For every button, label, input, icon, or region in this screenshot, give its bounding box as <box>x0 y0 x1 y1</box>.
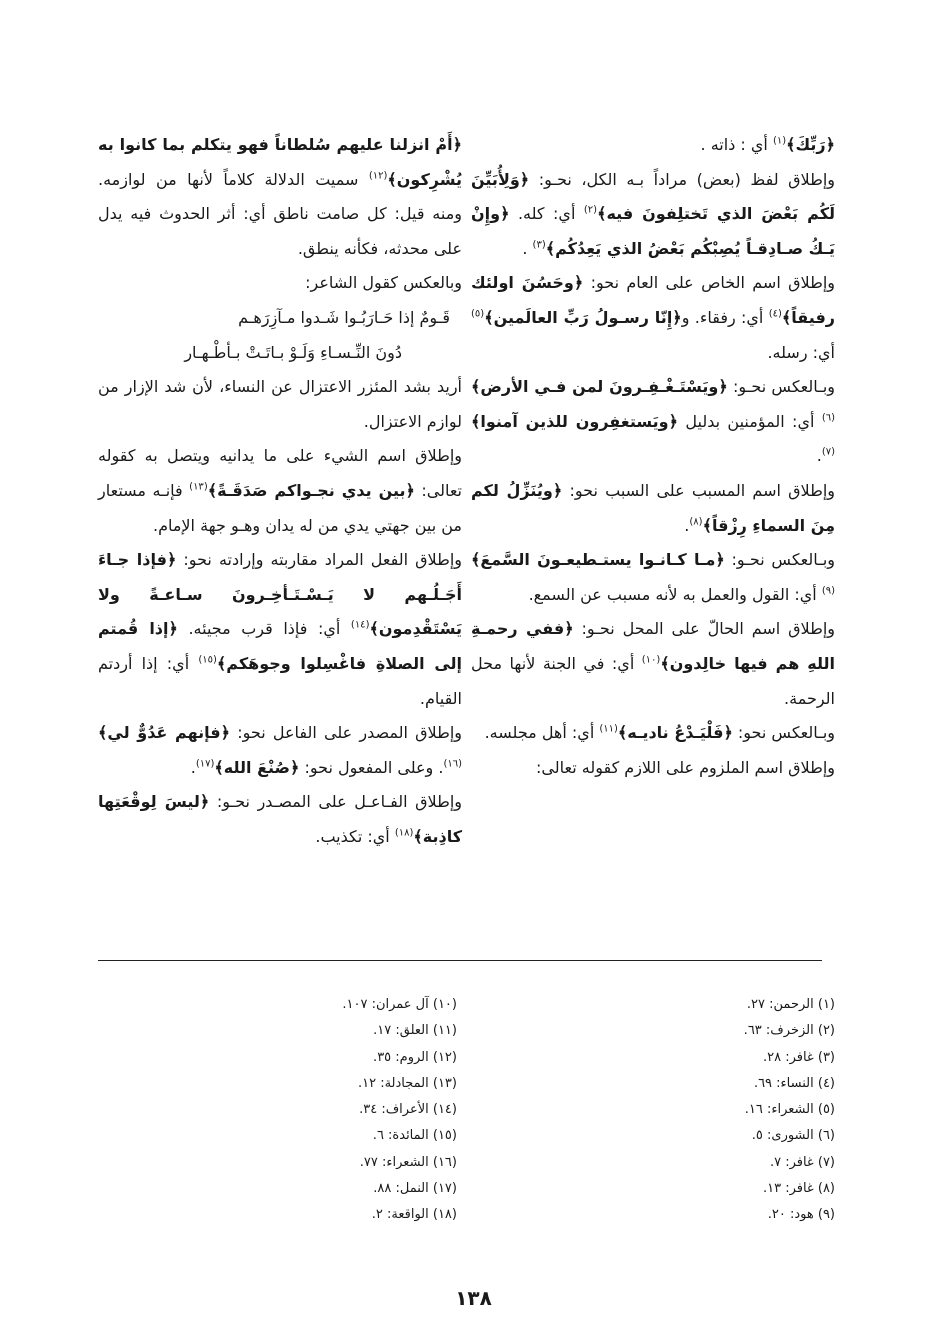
footnote-item: (٩) هود: ٢٠. <box>767 1207 835 1223</box>
body-text: . وعلى المفعول نحو: <box>299 757 444 777</box>
page-number: ١٣٨ <box>455 1286 492 1310</box>
body-text: . <box>684 515 690 535</box>
footnote-item: (٤) النساء: ٦٩. <box>753 1075 835 1091</box>
paragraph <box>98 439 462 543</box>
footnote-ref: (١٣) <box>189 481 208 493</box>
paragraph <box>471 543 835 612</box>
paragraph <box>471 474 835 543</box>
paragraph <box>98 543 462 716</box>
footnote-ref: (١٧) <box>195 758 215 770</box>
verse-line: دُونَ النِّـسـاءِ وَلَـوْ بـاتَـتْ بـأطْـهـار <box>184 342 402 362</box>
body-text: وإطلاق الفـاعـل على المصـدر نحـو: <box>209 792 463 812</box>
footnote-item: (٧) غافر: ٧. <box>769 1154 835 1170</box>
paragraph <box>471 716 835 751</box>
footnote-ref: (٩) <box>821 585 835 597</box>
body-text: وإطلاق اسم الملزوم على اللازم كقوله تعالى: <box>536 757 835 777</box>
body-text: أي: تكذيب. <box>315 826 395 846</box>
quran-quote: ﴿وحَسُنَ اولئك رفيقاً﴾ <box>471 273 836 327</box>
body-text: فإنـه مستعار من بين جهتي يدي من له يدان وهـو جهة الإمام. <box>98 480 462 535</box>
quran-quote: ﴿فإذا جـاءَ أَجَـلُـهم لا يَـسْـتَـأخِـرونَ سـاعـةً ولا يَسْتَقْدِمون﴾ <box>98 550 463 639</box>
body-text: وإطلاق المصدر على الفاعل نحو: <box>230 723 463 743</box>
body-text: أي: في الجنة لأنها محل الرحمة. <box>471 653 835 708</box>
paragraph <box>98 716 462 785</box>
quran-quote: ﴿ويَسْتَـغْـفِـرونَ لمن فـي الأرض﴾ <box>471 377 728 397</box>
footnote-ref: (٧) <box>821 447 835 459</box>
body-text: وإطلاق اسم الخاص على العام نحو: <box>583 273 836 293</box>
footnote-item: (١٢) الروم: ٣٥. <box>373 1049 457 1065</box>
paragraph <box>471 370 835 474</box>
body-text: أي: كله. <box>509 204 584 224</box>
quran-quote: ﴿وإِنْ يَـكُ صـادِقـاً يُصِبْكُم بَعْضُ الذي يَعِدُكُم﴾ <box>471 204 835 258</box>
footnote-ref: (٨) <box>689 516 703 528</box>
body-text: أي: فإذا قرب مجيئه. <box>177 619 351 639</box>
footnote-ref: (١) <box>772 135 787 147</box>
footnote-item: (١٥) المائدة: ٦. <box>372 1128 457 1144</box>
body-text: وبالعكس كقول الشاعر: <box>305 273 462 293</box>
quran-quote: ﴿وَلِأُبَيِّنَ لَكُم بَعْضَ الذي تَختلِفونَ فيه﴾ <box>471 169 835 224</box>
body-text: أريد بشد المئزر الاعتزال عن النساء، لأن شد الإزار من لوازم الاعتزال. <box>98 377 462 431</box>
quran-quote: ﴿بين يدي نجـواكم صَدَقَـةً﴾ <box>207 480 415 500</box>
body-text: أي: رسله. <box>767 342 835 362</box>
paragraph <box>471 266 835 370</box>
footnote-ref: (١٤) <box>350 619 370 631</box>
body-text: . <box>190 757 196 777</box>
quran-quote: ﴿ليسَ لِوقْعَتِها كاذِبة﴾ <box>98 792 462 846</box>
footnote-item: (٢) الزخرف: ٦٣. <box>743 1023 835 1039</box>
body-text: أي: القول والعمل به لأنه مسبب عن السمع. <box>528 584 822 604</box>
footnote-ref: (٣) <box>532 239 546 251</box>
quran-quote: ﴿فَلْيَـدْعُ ناديـه﴾ <box>617 723 733 743</box>
body-text: . <box>522 238 533 258</box>
body-text: أي: رفقاء. و <box>681 307 769 327</box>
body-text: . <box>816 446 822 466</box>
body-text: وإطلاق اسم المسبب على السبب نحو: <box>562 480 836 500</box>
footnote-ref: (١١) <box>599 723 618 735</box>
paragraph <box>471 128 835 163</box>
quran-quote: ﴿إذا قُمتم إلى الصلاةِ فاغْسِلوا وجوهَكم﴾ <box>98 619 463 673</box>
body-text: وإطلاق اسم الشيء على ما يدانيه ويتصل به كقوله تعالى: <box>98 446 462 500</box>
footnote-item: (٣) غافر: ٢٨. <box>762 1049 835 1065</box>
body-text: وإطلاق الفعل المراد مقاربته وإرادته نحو: <box>176 550 463 570</box>
body-text: أي: المؤمنين بدليل <box>677 411 822 431</box>
body-text: وبـالعكس نحو: <box>732 723 835 743</box>
footnote-ref: (١٠) <box>641 654 661 666</box>
body-text: أي: إذا أردتم القيام. <box>98 653 462 708</box>
quran-quote: ﴿ففي رحمـةِ اللهِ هم فيها خالِدون﴾ <box>471 619 836 673</box>
body-text: وبـالعكس نحـو: <box>724 550 835 570</box>
left-text-column <box>98 128 462 854</box>
footnote-ref: (٦) <box>821 412 835 424</box>
body-text: أي: أهل مجلسه. <box>484 723 600 743</box>
quran-quote: ﴿ويَستغفِرون للذين آمنوا﴾ <box>471 411 678 431</box>
footnote-item: (١٦) الشعراء: ٧٧. <box>359 1154 457 1170</box>
footnote-item: (٦) الشورى: ٥. <box>751 1128 835 1144</box>
footnote-ref: (١٨) <box>394 827 414 839</box>
body-text: وإطلاق لفظ (بعض) مراداً بـه الكل، نحـو: <box>529 169 835 189</box>
footnote-ref: (١٦) <box>443 758 462 770</box>
paragraph <box>98 128 462 266</box>
footnote-separator <box>98 960 822 961</box>
body-text: أي : ذاته . <box>700 135 773 154</box>
footnote-ref: (٤) <box>768 308 782 320</box>
paragraph <box>471 163 835 267</box>
right-text-column <box>471 128 835 785</box>
footnote-item: (١٧) النمل: ٨٨. <box>373 1181 457 1197</box>
quran-quote: ﴿أَمْ انزلنا عليهم سُلطاناً فهو يتكلم بما كانوا به يُشْرِكون﴾ <box>98 135 462 189</box>
footnote-item: (١٣) المجادلة: ١٢. <box>357 1075 457 1091</box>
footnote-item: (١٨) الواقعة: ٢. <box>371 1207 457 1223</box>
footnote-item: (١٠) آل عمران: ١٠٧. <box>342 997 457 1012</box>
footnote-ref: (١٢) <box>368 170 388 182</box>
paragraph <box>471 751 835 786</box>
footnote-item: (١٤) الأعراف: ٣٤. <box>359 1102 457 1118</box>
quran-quote: ﴿ويُنَزِّلُ لكم مِنَ السماءِ رِزْقاً﴾ <box>471 480 835 535</box>
paragraph <box>98 785 462 854</box>
quran-quote: ﴿رَبِّكَ﴾ <box>786 135 835 154</box>
paragraph <box>98 266 462 301</box>
footnote-item: (١) الرحمن: ٢٧. <box>746 997 835 1012</box>
body-text: وإطلاق اسم الحالّ على المحل نحـو: <box>573 619 835 639</box>
footnote-ref: (٢) <box>583 204 598 216</box>
footnotes-left-column <box>197 992 457 1229</box>
quran-quote: ﴿إِنّا رسـولُ رَبِّ العالَمين﴾ <box>484 307 682 327</box>
paragraph <box>471 612 835 716</box>
body-text: وبـالعكس نحـو: <box>727 377 835 397</box>
poetry-verse <box>98 301 462 370</box>
quran-quote: ﴿صُنْعَ الله﴾ <box>214 757 300 777</box>
body-text: سميت الدلالة كلاماً لأنها من لوازمه. ومنه قيل: كل صامت ناطق أي: أثر الحدوث فيه يدل على محدثه، فكأنه ينطق. <box>98 169 462 258</box>
footnote-item: (٥) الشعراء: ١٦. <box>744 1102 835 1118</box>
paragraph <box>98 370 462 439</box>
footnotes-right-column <box>575 992 835 1229</box>
footnote-ref: (٥) <box>471 308 485 320</box>
footnote-item: (٨) غافر: ١٣. <box>762 1181 835 1197</box>
quran-quote: ﴿فإنهم عَدُوٌّ لي﴾ <box>98 723 231 743</box>
quran-quote: ﴿مـا كـانـوا يستـطيعـونَ السَّمعَ﴾ <box>471 550 725 570</box>
footnote-ref: (١٥) <box>198 654 217 666</box>
footnote-item: (١١) العلق: ١٧. <box>373 1023 457 1039</box>
verse-line: قَـومٌ إذا حَـارَبُـوا شَـدوا مـآزِرَهـم <box>238 307 450 327</box>
